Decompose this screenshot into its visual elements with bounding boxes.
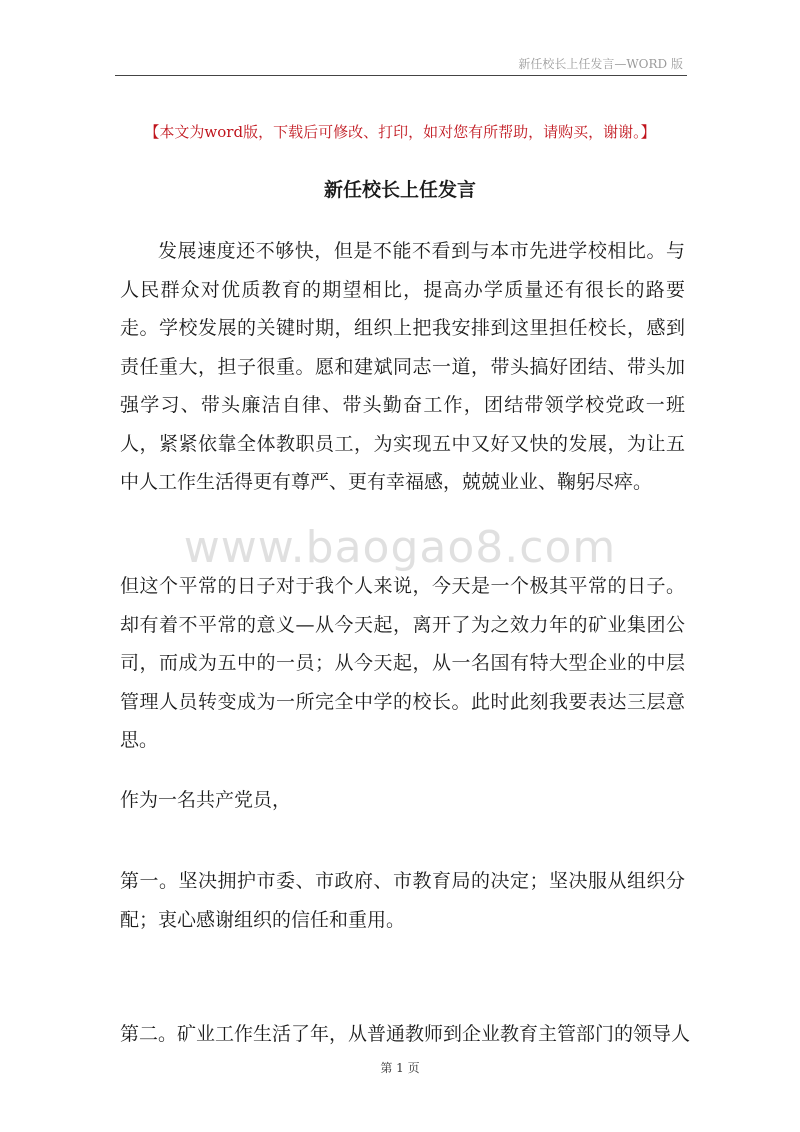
paragraph: 发展速度还不够快，但是不能不看到与本市先进学校相比。与人民群众对优质教育的期望相比，提高办学质量还有很长的路要走。学校发展的关键时期，组织上把我安排到这里担任校长，感到责任重大，担子很重。愿和建斌同志一道，带头搞好团结、带头加强学习、带头廉洁自律、带头勤奋工作，团结带领学校党政一班人，紧紧依靠全体教职员工，为实现五中又好又快的发展，为让五中人工作生活得更有尊严、更有幸福感，兢兢业业、鞠躬尽瘁。 [120, 240, 685, 493]
paragraph: 但这个平常的日子对于我个人来说，今天是一个极其平常的日子。却有着不平常的意义—从今天起，离开了为之效力年的矿业集团公司，而成为五中的一员；从今天起，从一名国有特大型企业的中层管理人员转变成为一所完全中学的校长。此时此刻我要表达三层意思。 [120, 575, 685, 751]
document-title: 新任校长上任发言 [323, 179, 476, 201]
header-divider [115, 75, 687, 76]
watermark: www.baogao8.com [183, 522, 617, 573]
paragraph: 第一。坚决拥护市委、市政府、市教育局的决定；坚决服从组织分配；衷心感谢组织的信任和重用。 [120, 870, 685, 931]
purchase-notice: 【本文为word版，下载后可修改、打印，如对您有所帮助，请购买，谢谢。】 [144, 123, 656, 141]
running-header: 新任校长上任发言—WORD 版 [518, 57, 683, 71]
paragraph: 作为一名共产党员， [120, 789, 292, 811]
page-number: 第 1 页 [380, 1061, 420, 1075]
paragraph: 第二。矿业工作生活了年，从普通教师到企业教育主管部门的领导人 [120, 1023, 690, 1045]
